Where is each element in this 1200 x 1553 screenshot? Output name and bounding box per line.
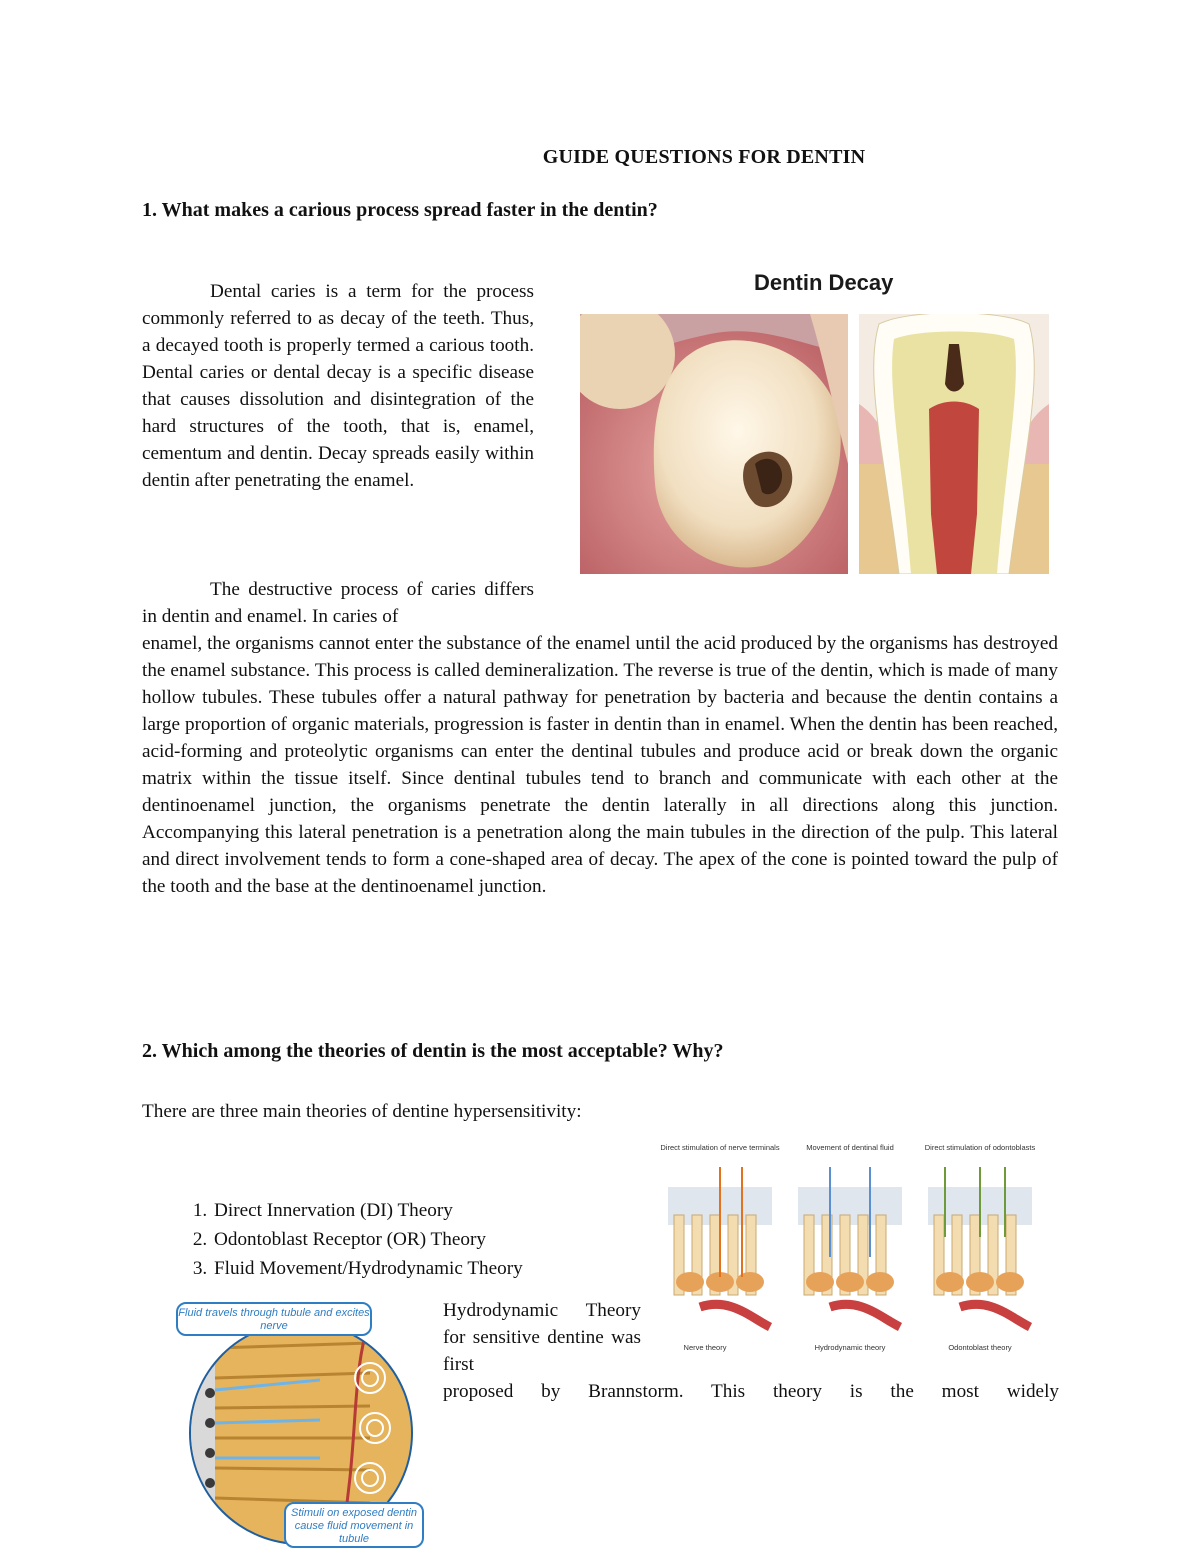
list-item: 1. Direct Innervation (DI) Theory — [212, 1196, 523, 1225]
hydrodynamic-text-continued: proposed by Brannstorm. This theory is the most widely — [443, 1381, 1059, 1402]
theories-diagram-drawing — [660, 1167, 1040, 1335]
diagram-bottom-label: Nerve theory — [683, 1343, 727, 1352]
theories-diagram — [660, 1143, 1040, 1358]
carious-tooth-photo — [580, 314, 848, 574]
question-2: 2. Which among the theories of dentin is the most acceptable? Why? — [142, 1040, 724, 1062]
hydrodynamic-figure — [170, 1298, 432, 1553]
callout-bottom: Stimuli on exposed dentin cause fluid movement in tubule — [284, 1502, 424, 1548]
list-item: 3. Fluid Movement/Hydrodynamic Theory — [212, 1254, 523, 1283]
diagram-top-label: Direct stimulation of odontoblasts — [924, 1143, 1036, 1152]
q1-paragraph-2: enamel, the organisms cannot enter the substance of the enamel until the acid produced by the organisms has destroyed the enamel substance. This process is called demineralization. The reverse is true of the dentin, which is made of many hollow tubules. These tubules offer a natural pathway for penetration by bacteria and because the dentin contains a large proportion of organic materials, progression is faster in dentin than in enamel. When the dentin has been reached, acid-forming and proteolytic organisms can enter the dentinal tubules and produce acid or break down the organic matrix within the tissue itself. Since dentinal tubules tend to branch and communicate with each other at the dentinoenamel junction, the organisms penetrate the dentin laterally in all directions along this junction. Accompanying this lateral penetration is a penetration along the main tubules in the direction of the pulp. This lateral and direct involvement tends to form a cone-shaped area of decay. The apex of the cone is pointed toward the pulp of the tooth and the base at the dentinoenamel junction. — [142, 633, 1058, 897]
hydrodynamic-text-start: Hydrodynamic Theory for sensitive dentine was first — [443, 1300, 641, 1375]
dentin-decay-figure — [580, 270, 1050, 576]
question-1: 1. What makes a carious process spread faster in the dentin? — [142, 199, 658, 221]
diagram-bottom-label: Odontoblast theory — [948, 1343, 1012, 1352]
figure-title: Dentin Decay — [754, 270, 894, 295]
diagram-top-label: Movement of dentinal fluid — [806, 1143, 894, 1152]
tooth-cross-section-illustration — [859, 314, 1049, 574]
callout-top: Fluid travels through tubule and excites nerve — [176, 1302, 372, 1336]
q1-paragraph-2-start: The destructive process of caries differs in dentin and enamel. In caries of — [142, 579, 534, 627]
theories-intro: There are three main theories of dentine hypersensitivity: — [142, 1101, 582, 1122]
list-item: 2. Odontoblast Receptor (OR) Theory — [212, 1225, 523, 1254]
theories-list — [172, 1196, 523, 1283]
q1-paragraph-1: Dental caries is a term for the process commonly referred to as decay of the teeth. Thus, a decayed tooth is properly termed a carious tooth. Dental caries or dental decay is a specific disease that causes dissolution and disintegration of the hard structures of the tooth, that is, enamel, cementum and dentin. Decay spreads easily within dentin after penetrating the enamel. — [142, 281, 534, 491]
page-title: GUIDE QUESTIONS FOR DENTIN — [542, 146, 866, 168]
diagram-bottom-label: Hydrodynamic theory — [814, 1343, 886, 1352]
diagram-top-label: Direct stimulation of nerve terminals — [660, 1143, 780, 1152]
